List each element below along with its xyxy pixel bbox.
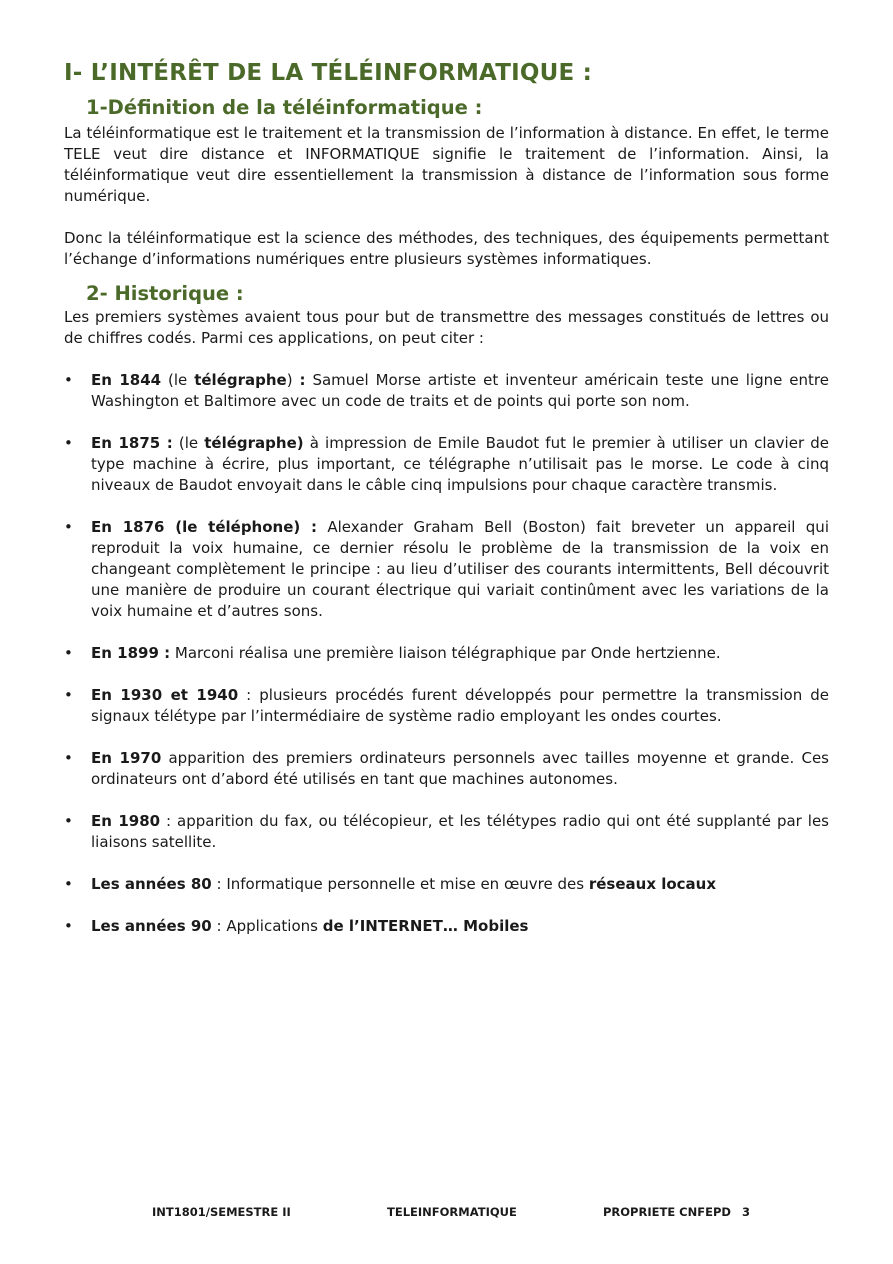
footer-subject: TELEINFORMATIQUE [387,1205,517,1219]
main-heading: I- L’INTÉRÊT DE LA TÉLÉINFORMATIQUE : [64,60,593,86]
footer-owner: PROPRIETE CNFEPD [603,1205,731,1219]
list-item: • En 1930 et 1940 : plusieurs procédés furent développés pour permettre la transmission de signaux télétype par l’intermédiaire de système radio employant les ondes courtes. [64,686,829,725]
section-title-historique: 2- Historique : [86,282,244,305]
bullet-icon: • [64,371,73,389]
list-item: • En 1899 : Marconi réalisa une première liaison télégraphique par Onde hertzienne. [64,644,721,662]
bullet-icon: • [64,749,73,767]
footer-page-number: 3 [742,1205,751,1219]
footer-course-code: INT1801/SEMESTRE II [152,1205,291,1219]
bullet-icon: • [64,686,73,704]
list-item: • En 1844 (le télégraphe) : Samuel Morse artiste et inventeur américain teste une ligne entre Washington et Baltimore avec un code de traits et de points qui porte son nom. [64,371,829,410]
list-item: • Les années 80 : Informatique personnelle et mise en œuvre des réseaux locaux [64,875,717,893]
bullet-icon: • [64,812,73,830]
page-content [64,60,829,958]
list-item: • Les années 90 : Applications de l’INTERNET… Mobiles [64,917,529,935]
bullet-icon: • [64,644,73,662]
bullet-icon: • [64,917,73,935]
list-item: • En 1970 apparition des premiers ordinateurs personnels avec tailles moyenne et grande. Ces ordinateurs ont d’abord été utilisés en tant que machines autonomes. [64,749,829,788]
bullet-icon: • [64,875,73,893]
section-title-definition: 1-Définition de la téléinformatique : [86,96,483,119]
list-item: • En 1980 : apparition du fax, ou télécopieur, et les télétypes radio qui ont été supplanté par les liaisons satellite. [64,812,829,851]
bullet-icon: • [64,518,73,536]
list-item: • En 1875 : (le télégraphe) à impression de Emile Baudot fut le premier à utiliser un clavier de type machine à écrire, plus important, ce télégraphe n’utilisait pas le morse. Le code à cinq niveaux de Baudot envoyait dans le câble cinq impulsions pour chaque caractère transmis. [64,434,829,494]
definition-paragraph-2: Donc la téléinformatique est la science des méthodes, des techniques, des équipements permettant l’échange d’informations numériques entre plusieurs systèmes informatiques. [64,229,829,268]
historique-intro: Les premiers systèmes avaient tous pour but de transmettre des messages constitués de lettres ou de chiffres codés. Parmi ces applications, on peut citer : [64,308,829,347]
history-list [64,370,829,937]
definition-paragraph-1: La téléinformatique est le traitement et la transmission de l’information à distance. En effet, le terme TELE veut dire distance et INFORMATIQUE signifie le traitement de l’information. Ainsi, la téléinformatique veut dire essentiellement la transmission à distance de l’information sous forme numérique. [64,124,829,205]
bullet-icon: • [64,434,73,452]
list-item: • En 1876 (le téléphone) : Alexander Graham Bell (Boston) fait breveter un appareil qui reproduit la voix humaine, ce dernier résolu le problème de la transmission de la voix en changeant complètement le principe : au lieu d’utiliser des courants intermittents, Bell découvrit une manière de produire un courant électrique qui variait continûment avec les variations de la voix humaine et d’autres sons. [64,518,829,620]
